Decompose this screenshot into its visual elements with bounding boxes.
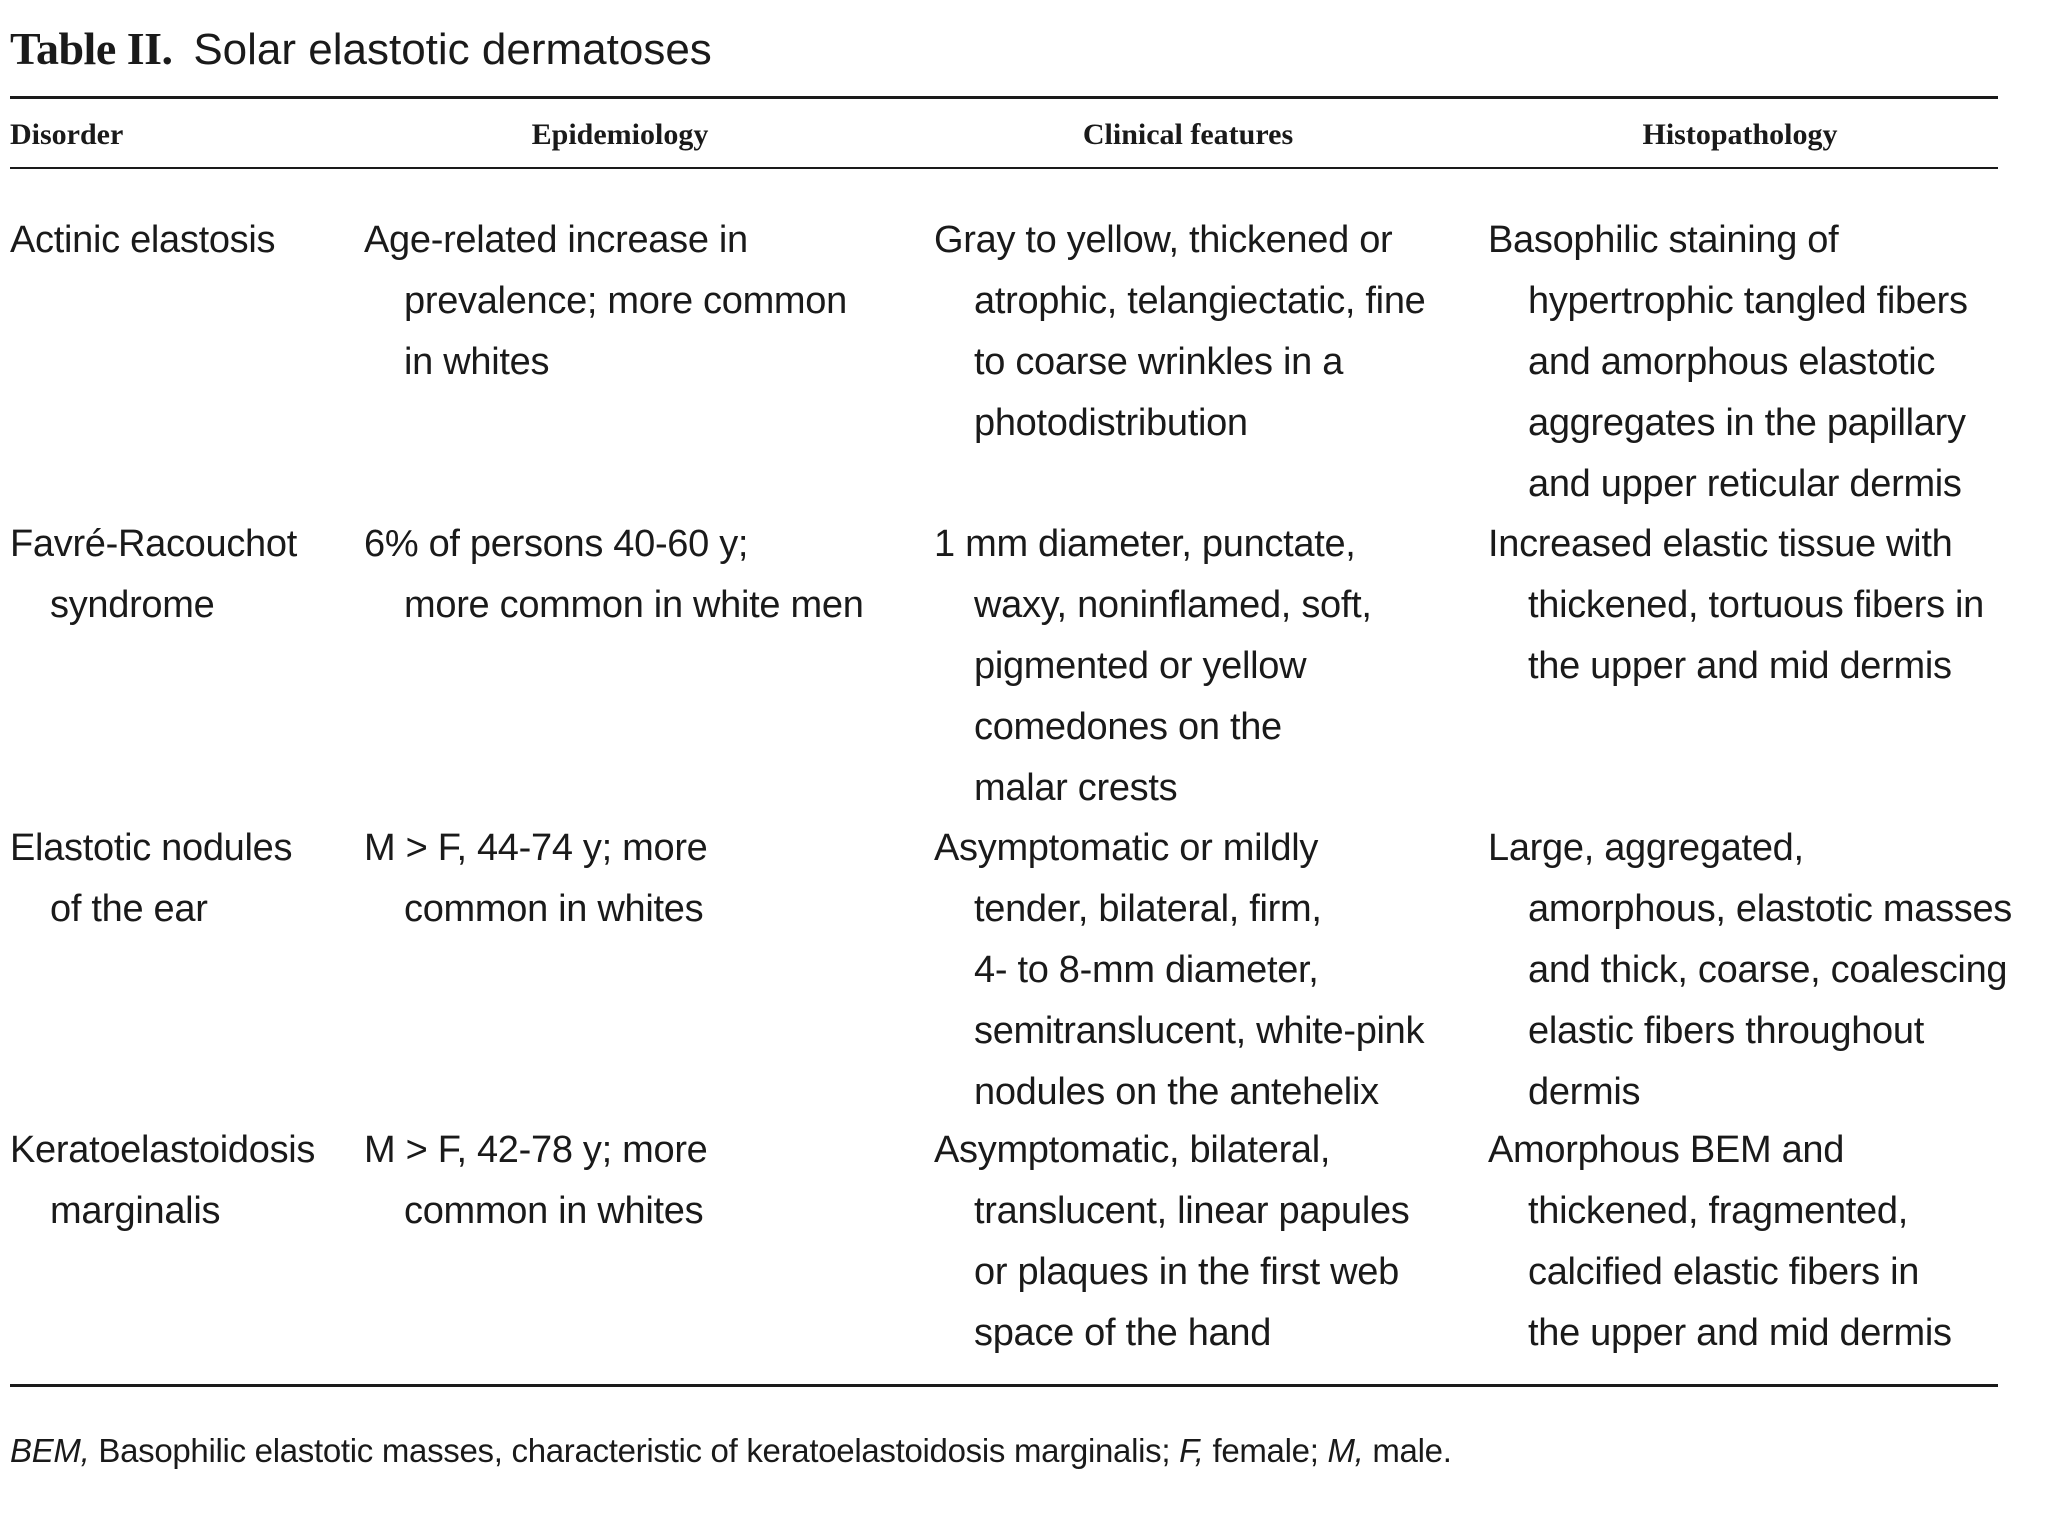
cell-line: more common in white men bbox=[404, 584, 864, 626]
histopathology-cell bbox=[1488, 210, 2008, 515]
clinical-features-cell bbox=[934, 210, 1454, 454]
cell-line: thickened, fragmented, bbox=[1528, 1190, 1908, 1232]
header-histopathology: Histopathology bbox=[1642, 118, 1838, 151]
cell-line: Basophilic staining of bbox=[1488, 219, 1839, 261]
table-title bbox=[10, 18, 712, 78]
table-footnote bbox=[10, 1426, 1452, 1476]
cell-line: dermis bbox=[1528, 1071, 1641, 1113]
clinical-features-cell bbox=[934, 1120, 1454, 1364]
cell-line: Asymptomatic, bilateral, bbox=[934, 1129, 1331, 1171]
cell-line: malar crests bbox=[974, 767, 1178, 809]
cell-line: aggregates in the papillary bbox=[1528, 402, 1966, 444]
disorder-cell bbox=[10, 514, 360, 636]
epidemiology-cell bbox=[364, 210, 904, 393]
cell-line: Favré-Racouchot bbox=[10, 523, 297, 565]
cell-line: M > F, 44-74 y; more bbox=[364, 827, 708, 869]
cell-line: waxy, noninflamed, soft, bbox=[974, 584, 1372, 626]
header-clinical-features: Clinical features bbox=[1082, 118, 1294, 151]
cell-line: marginalis bbox=[50, 1190, 221, 1232]
epidemiology-cell bbox=[364, 1120, 904, 1242]
cell-line: nodules on the antehelix bbox=[974, 1071, 1379, 1113]
cell-line: comedones on the bbox=[974, 706, 1282, 748]
footnote-abbr-bem: BEM, bbox=[10, 1432, 90, 1469]
cell-line: thickened, tortuous fibers in bbox=[1528, 584, 1985, 626]
footnote-text-f: female; bbox=[1203, 1432, 1328, 1469]
clinical-features-cell bbox=[934, 818, 1454, 1123]
cell-line: Large, aggregated, bbox=[1488, 827, 1804, 869]
cell-line: or plaques in the first web bbox=[974, 1251, 1399, 1293]
cell-line: Keratoelastoidosis bbox=[10, 1129, 316, 1171]
cell-line: 6% of persons 40-60 y; bbox=[364, 523, 749, 565]
cell-line: syndrome bbox=[50, 584, 215, 626]
header-rule bbox=[10, 167, 1998, 169]
cell-line: 4- to 8-mm diameter, bbox=[974, 949, 1319, 991]
cell-line: amorphous, elastotic masses bbox=[1528, 888, 2013, 930]
histopathology-cell bbox=[1488, 1120, 2008, 1364]
cell-line: prevalence; more common bbox=[404, 280, 847, 322]
epidemiology-cell bbox=[364, 818, 904, 940]
disorder-cell bbox=[10, 818, 360, 940]
top-rule bbox=[10, 96, 1998, 99]
histopathology-cell bbox=[1488, 818, 2013, 1123]
header-epidemiology: Epidemiology bbox=[531, 118, 709, 151]
footnote-text-bem: Basophilic elastotic masses, characteristic of keratoelastoidosis marginalis; bbox=[89, 1432, 1180, 1469]
cell-line: to coarse wrinkles in a bbox=[974, 341, 1344, 383]
histopathology-cell bbox=[1488, 514, 2008, 697]
footnote-text-m: male. bbox=[1363, 1432, 1452, 1469]
table-label: Table II. bbox=[10, 23, 173, 74]
epidemiology-cell bbox=[364, 514, 904, 636]
cell-line: Amorphous BEM and bbox=[1488, 1129, 1845, 1171]
cell-line: Age-related increase in bbox=[364, 219, 748, 261]
cell-line: semitranslucent, white-pink bbox=[974, 1010, 1425, 1052]
cell-line: common in whites bbox=[404, 1190, 704, 1232]
clinical-features-cell bbox=[934, 514, 1454, 819]
cell-line: translucent, linear papules bbox=[974, 1190, 1410, 1232]
cell-line: of the ear bbox=[50, 888, 208, 930]
header-disorder: Disorder bbox=[10, 118, 124, 151]
cell-line: Actinic elastosis bbox=[10, 219, 276, 261]
cell-line: the upper and mid dermis bbox=[1528, 1312, 1952, 1354]
table-title-text: Solar elastotic dermatoses bbox=[193, 25, 712, 74]
cell-line: and amorphous elastotic bbox=[1528, 341, 1936, 383]
cell-line: pigmented or yellow bbox=[974, 645, 1307, 687]
footnote-abbr-m: M, bbox=[1327, 1432, 1364, 1469]
cell-line: in whites bbox=[404, 341, 550, 383]
cell-line: hypertrophic tangled fibers bbox=[1528, 280, 1968, 322]
cell-line: common in whites bbox=[404, 888, 704, 930]
cell-line: atrophic, telangiectatic, fine bbox=[974, 280, 1426, 322]
disorder-cell bbox=[10, 1120, 360, 1242]
cell-line: Elastotic nodules bbox=[10, 827, 293, 869]
footnote-abbr-f: F, bbox=[1179, 1432, 1204, 1469]
cell-line: Gray to yellow, thickened or bbox=[934, 219, 1393, 261]
cell-line: the upper and mid dermis bbox=[1528, 645, 1952, 687]
cell-line: and upper reticular dermis bbox=[1528, 463, 1962, 505]
cell-line: photodistribution bbox=[974, 402, 1248, 444]
cell-line: Asymptomatic or mildly bbox=[934, 827, 1319, 869]
cell-line: tender, bilateral, firm, bbox=[974, 888, 1322, 930]
cell-line: calcified elastic fibers in bbox=[1528, 1251, 1920, 1293]
cell-line: space of the hand bbox=[974, 1312, 1272, 1354]
bottom-rule bbox=[10, 1384, 1998, 1387]
cell-line: M > F, 42-78 y; more bbox=[364, 1129, 708, 1171]
cell-line: Increased elastic tissue with bbox=[1488, 523, 1953, 565]
cell-line: elastic fibers throughout bbox=[1528, 1010, 1924, 1052]
disorder-cell bbox=[10, 210, 360, 271]
cell-line: and thick, coarse, coalescing bbox=[1528, 949, 2008, 991]
cell-line: 1 mm diameter, punctate, bbox=[934, 523, 1356, 565]
